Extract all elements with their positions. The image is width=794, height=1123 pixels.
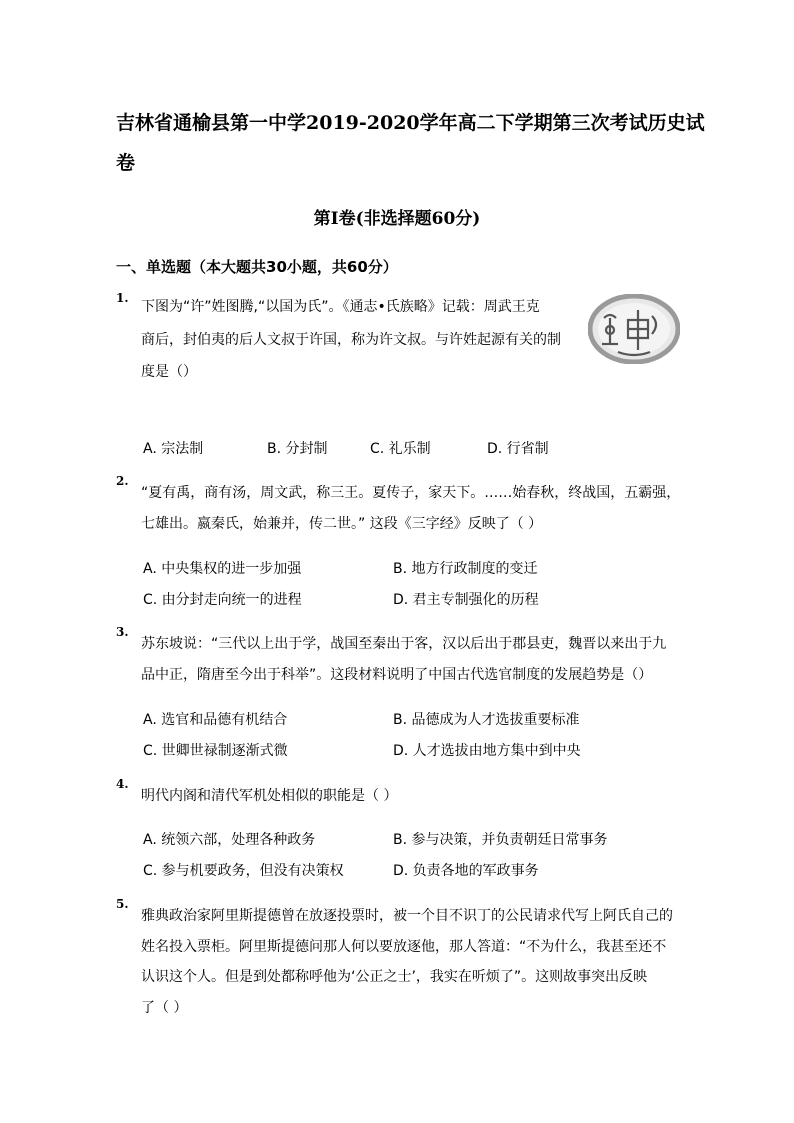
question-2-option-b[interactable]: B. 地方行政制度的变迁 — [393, 561, 538, 577]
question-4-number: 4. — [116, 777, 129, 791]
question-1-line-1: 下图为“许”姓图腾,“以国为氏”。《通志•氏族略》记载：周武王克 — [141, 299, 540, 315]
question-3-option-d[interactable]: D. 人才选拔由地方集中到中央 — [393, 743, 581, 759]
question-5-number: 5. — [116, 897, 129, 911]
question-3-line-2: 品中正，隋唐至今出于科举”。这段材料说明了中国古代选官制度的发展趋势是（） — [141, 667, 653, 683]
xu-totem-emblem-image — [588, 294, 680, 364]
question-1-number: 1. — [116, 291, 129, 305]
question-5-line-1: 雅典政治家阿里斯提德曾在放逐投票时，被一个目不识丁的公民请求代写上阿氏自己的 — [141, 908, 673, 924]
question-4-line-1: 明代内阁和清代军机处相似的职能是（ ） — [141, 788, 398, 804]
question-5-line-4: 了（ ） — [141, 1000, 188, 1016]
question-3-line-1: 苏东坡说：“三代以上出于学，战国至秦出于客，汉以后出于郡县吏，魏晋以来出于九 — [141, 636, 667, 652]
question-2-line-2: 七雄出。嬴秦氏，始兼并，传二世。” 这段《三字经》反映了（ ） — [141, 516, 543, 532]
question-4-option-c[interactable]: C. 参与机要政务，但没有决策权 — [143, 863, 344, 879]
question-3-option-c[interactable]: C. 世卿世禄制逐渐式微 — [143, 743, 288, 759]
question-4-option-b[interactable]: B. 参与决策，并负责朝廷日常事务 — [393, 832, 608, 848]
question-2-option-c[interactable]: C. 由分封走向统一的进程 — [143, 592, 302, 608]
question-5-line-2: 姓名投入票柜。阿里斯提德问那人何以要放逐他，那人答道：“不为什么，我甚至还不 — [141, 939, 667, 955]
question-4-option-a[interactable]: A. 统领六部，处理各种政务 — [143, 832, 316, 848]
document-title-line-1: 吉林省通榆县第一中学2019-2020学年高二下学期第三次考试历史试 — [116, 112, 705, 134]
document-title-line-2: 卷 — [116, 152, 136, 174]
question-2-number: 2. — [116, 474, 129, 488]
question-1-line-3: 度是（） — [141, 364, 197, 380]
question-1-option-c[interactable]: C. 礼乐制 — [370, 441, 431, 457]
question-3-option-b[interactable]: B. 品德成为人才选拔重要标准 — [393, 712, 580, 728]
question-5-line-3: 认识这个人。但是到处都称呼他为‘公正之士’，我实在听烦了”。这则故事突出反映 — [141, 969, 648, 985]
question-2-line-1: “夏有禹，商有汤，周文武，称三王。夏传子，家天下。……始春秋，终战国，五霸强， — [141, 485, 681, 501]
question-1-option-a[interactable]: A. 宗法制 — [143, 441, 204, 457]
question-3-number: 3. — [116, 625, 129, 639]
question-2-option-d[interactable]: D. 君主专制强化的历程 — [393, 592, 539, 608]
question-4-option-d[interactable]: D. 负责各地的军政事务 — [393, 863, 539, 879]
question-1-option-b[interactable]: B. 分封制 — [267, 441, 328, 457]
part-title: 第I卷(非选择题60分) — [313, 209, 481, 229]
question-2-option-a[interactable]: A. 中央集权的进一步加强 — [143, 561, 302, 577]
question-3-option-a[interactable]: A. 选官和品德有机结合 — [143, 712, 288, 728]
question-1-option-d[interactable]: D. 行省制 — [487, 441, 549, 457]
question-1-line-2: 商后，封伯夷的后人文叔于许国，称为许文叔。与许姓起源有关的制 — [141, 332, 561, 348]
section-title: 一、单选题（本大题共30小题，共60分） — [116, 258, 398, 276]
